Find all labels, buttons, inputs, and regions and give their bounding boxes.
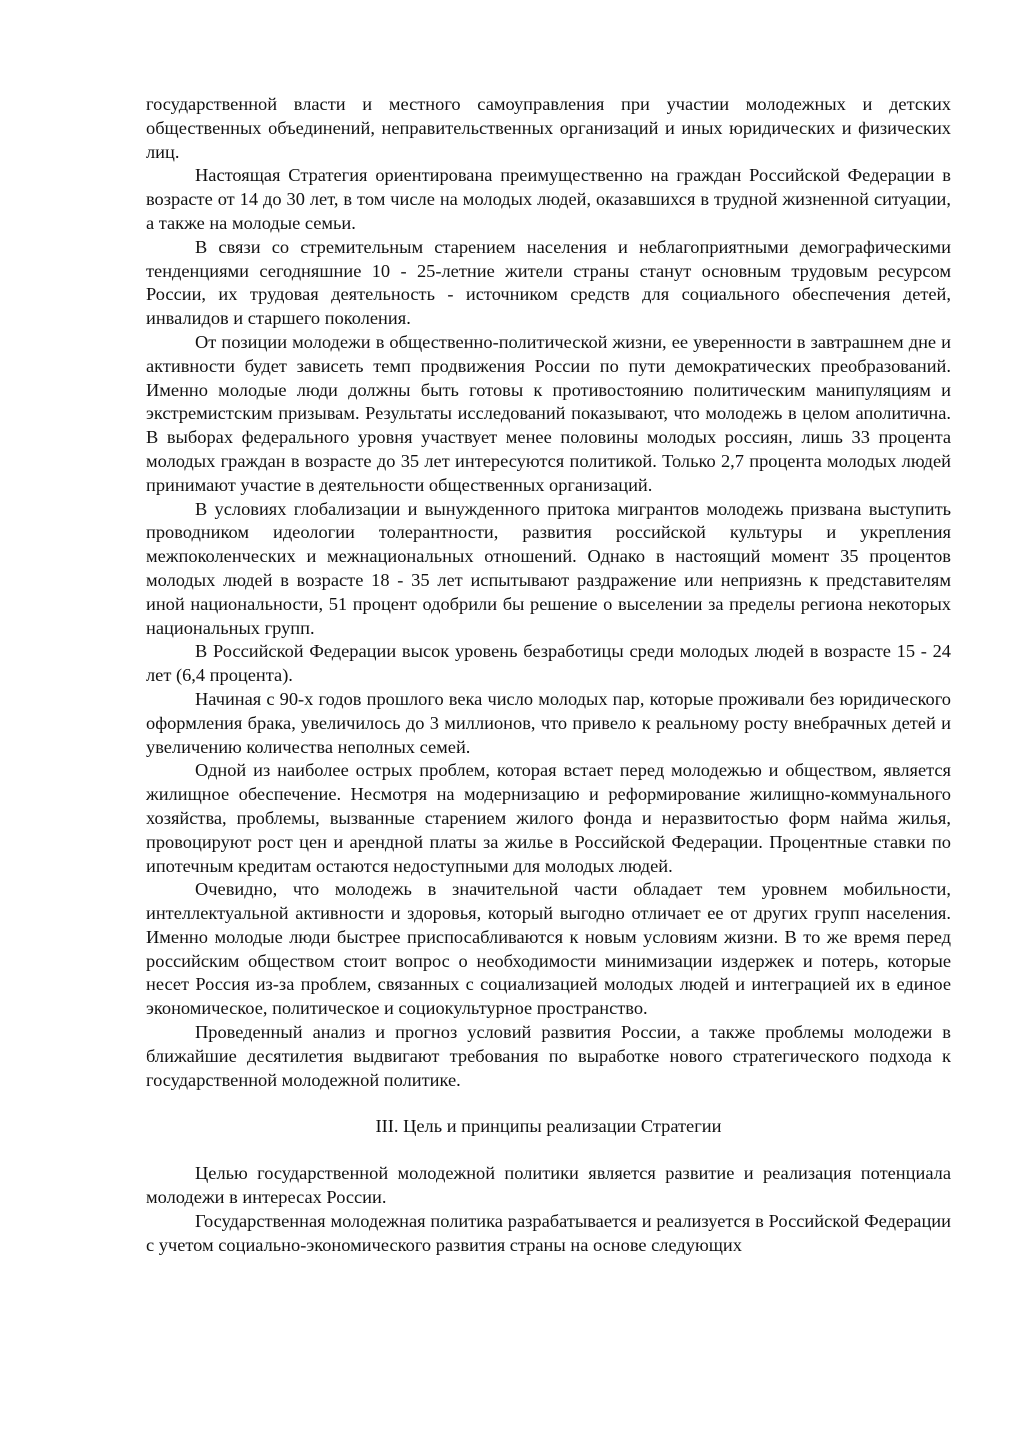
paragraph-3: В связи со стремительным старением населения и неблагоприятными демографическими тенденциями сегодняшние 10 - 25-летние жители страны станут основным трудовым ресурсом России, их трудовая деятельность - источником средств для социального обеспечения детей, инвалидов и старшего поколения. <box>146 236 951 329</box>
paragraph-9: Очевидно, что молодежь в значительной части обладает тем уровнем мобильности, интеллектуальной активности и здоровья, который выгодно отличает ее от других групп населения. Именно молодые люди быстрее приспосабливаются к новым условиям жизни. В то же время перед российским обществом стоит вопрос о необходимости минимизации издержек и потерь, которые несет Россия из-за проблем, связанных с социализацией молодых людей и интеграцией их в единое экономическое, политическое и социокультурное пространство. <box>146 879 951 1019</box>
paragraph-7: Начиная с 90-х годов прошлого века число молодых пар, которые проживали без юридического оформления брака, увеличилось до 3 миллионов, что привело к реальному росту внебрачных детей и увеличению количества неполных семей. <box>146 688 951 757</box>
paragraph-10: Проведенный анализ и прогноз условий развития России, а также проблемы молодежи в ближайшие десятилетия выдвигают требования по выработке нового стратегического подхода к государственной молодежной политике. <box>146 1022 951 1090</box>
paragraph-12: Государственная молодежная политика разрабатывается и реализуется в Российской Федерации с учетом социально-экономического развития страны на основе следующих <box>146 1210 951 1255</box>
paragraph-8: Одной из наиболее острых проблем, которая встает перед молодежью и обществом, является жилищное обеспечение. Несмотря на модернизацию и реформирование жилищно-коммунального хозяйства, проблемы, вызванные старением жилого фонда и неразвитостью форм найма жилья, провоцируют рост цен и арендной платы за жилье в Российской Федерации. Процентные ставки по ипотечным кредитам остаются недоступными для молодых людей. <box>146 760 951 876</box>
document-page <box>146 93 951 1257</box>
paragraph-1: государственной власти и местного самоуправления при участии молодежных и детских общественных объединений, неправительственных организаций и иных юридических и физических лиц. <box>146 94 951 162</box>
section-heading: III. Цель и принципы реализации Стратегии <box>375 1116 722 1137</box>
paragraph-6: В Российской Федерации высок уровень безработицы среди молодых людей в возрасте 15 - 24 лет (6,4 процента). <box>146 641 951 686</box>
paragraph-4: От позиции молодежи в общественно-политической жизни, ее уверенности в завтрашнем дне и активности будет зависеть темп продвижения России по пути демократических преобразований. Именно молодые люди должны быть готовы к противостоянию политическим манипуляциям и экстремистским призывам. Результаты исследований показывают, что молодежь в целом аполитична. В выборах федерального уровня участвует менее половины молодых россиян, лишь 33 процента молодых граждан в возрасте до 35 лет интересуются политикой. Только 2,7 процента молодых людей принимают участие в деятельности общественных организаций. <box>146 331 951 495</box>
paragraph-2: Настоящая Стратегия ориентирована преимущественно на граждан Российской Федерации в возрасте от 14 до 30 лет, в том числе на молодых людей, оказавшихся в трудной жизненной ситуации, а также на молодые семьи. <box>146 165 951 233</box>
paragraph-5: В условиях глобализации и вынужденного притока мигрантов молодежь призвана выступить проводником идеологии толерантности, развития российской культуры и укрепления межпоколенческих и межнациональных отношений. Однако в настоящий момент 35 процентов молодых людей в возрасте 18 - 35 лет испытывают раздражение или неприязнь к представителям иной национальности, 51 процент одобрили бы решение о выселении за пределы региона некоторых национальных групп. <box>146 498 951 638</box>
paragraph-11: Целью государственной молодежной политики является развитие и реализация потенциала молодежи в интересах России. <box>146 1163 951 1208</box>
